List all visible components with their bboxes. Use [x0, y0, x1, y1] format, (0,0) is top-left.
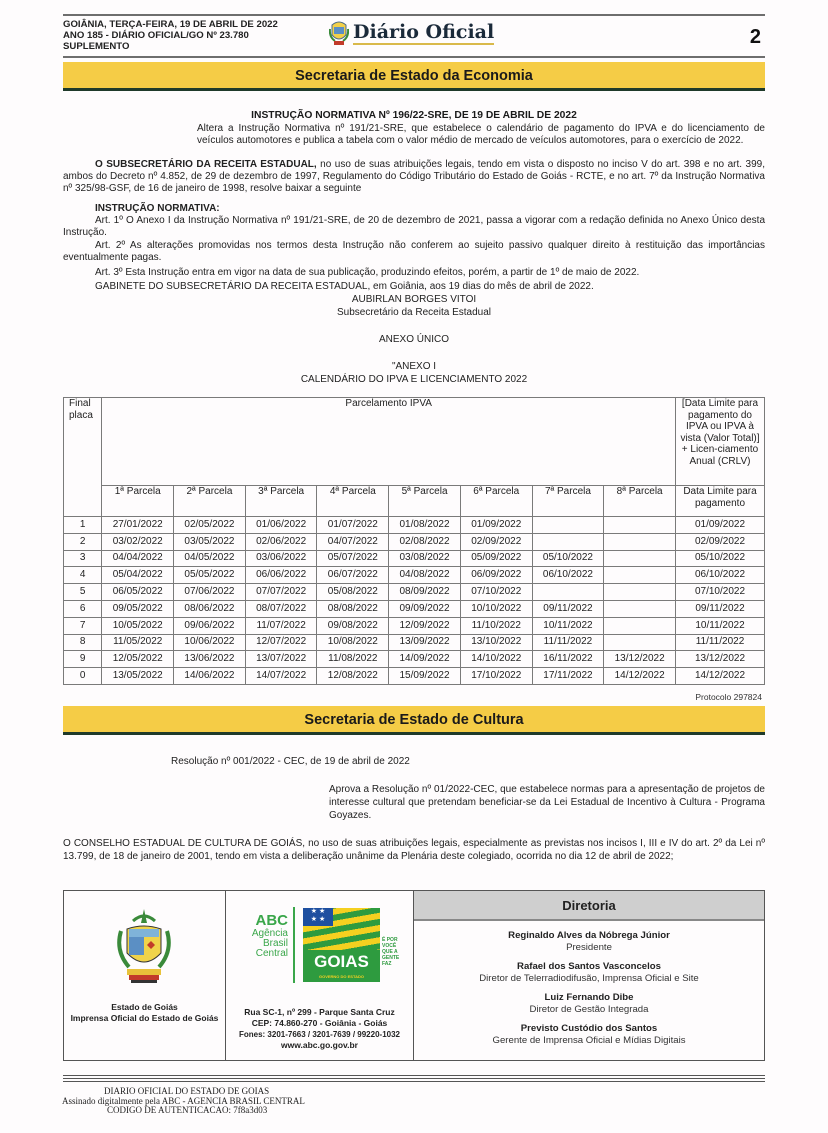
cell-parcela-1: 13/05/2022 [102, 668, 174, 685]
cell-parcela-1: 06/05/2022 [102, 584, 174, 601]
col-parcela-6: 6ª Parcela [460, 486, 532, 517]
signer-name: AUBIRLAN BORGES VITOI [351, 294, 477, 305]
cell-parcela-7 [532, 517, 604, 534]
cell-parcela-6: 10/10/2022 [460, 600, 532, 617]
table-row [64, 550, 765, 567]
header-issue: ANO 185 - DIÁRIO OFICIAL/GO Nº 23.780 [63, 30, 249, 41]
cell-parcela-3: 06/06/2022 [245, 567, 317, 584]
cell-parcela-6: 14/10/2022 [460, 651, 532, 668]
abc-title: ABC [255, 912, 288, 929]
slogan-2: VOCÊ [382, 943, 397, 949]
cell-final-placa: 6 [64, 600, 102, 617]
goias-logo [303, 908, 380, 982]
address-line-2: CEP: 74.860-270 - Goiânia - Goiás [251, 1018, 388, 1028]
cell-parcela-2: 04/05/2022 [174, 550, 246, 567]
goias-word: GOIAS [314, 952, 369, 971]
logo-divider [293, 907, 295, 983]
cell-parcela-3: 02/06/2022 [245, 533, 317, 550]
signature-line-1: DIARIO OFICIAL DO ESTADO DE GOIAS [104, 1086, 270, 1096]
col-data-limite: Data Limite para pagamento [676, 486, 765, 517]
cell-final-placa: 9 [64, 651, 102, 668]
press-name: Imprensa Oficial do Estado de Goiás [70, 1013, 219, 1023]
cell-parcela-7: 11/11/2022 [532, 634, 604, 651]
cell-parcela-3: 01/06/2022 [245, 517, 317, 534]
cell-parcela-8 [604, 634, 676, 651]
cell-parcela-4: 01/07/2022 [317, 517, 389, 534]
preamble-text: no uso de suas atribuições legais, tendo em vista o disposto no inciso V do art. 398 e no art. 399, ambos do Decreto nº 4.852, de 29 de dezembro de 1997, Regulamento do Código Tributário do Estado de Goiás - RCTE, e no art. 7º da Instrução Normativa nº 325/98-GSF, de 16 de janeiro de 1998, resolve baixar a seguinte [63, 159, 765, 194]
cell-final-placa: 4 [64, 567, 102, 584]
col-parcela-7: 7ª Parcela [532, 486, 604, 517]
board-member [414, 930, 764, 953]
cell-parcela-8 [604, 533, 676, 550]
cell-parcela-7: 16/11/2022 [532, 651, 604, 668]
masthead-box [63, 890, 765, 1061]
cell-parcela-4: 08/08/2022 [317, 600, 389, 617]
cell-data-limite: 01/09/2022 [676, 517, 765, 534]
cell-parcela-6: 06/09/2022 [460, 567, 532, 584]
annex-subtitle-2: CALENDÁRIO DO IPVA E LICENCIAMENTO 2022 [300, 374, 528, 385]
annex-title: ANEXO ÚNICO [378, 334, 449, 345]
cell-parcela-5: 02/08/2022 [389, 533, 461, 550]
cell-parcela-3: 11/07/2022 [245, 617, 317, 634]
cell-parcela-8 [604, 600, 676, 617]
digital-signature [62, 1087, 305, 1116]
state-column [64, 891, 226, 1060]
cell-parcela-2: 03/05/2022 [174, 533, 246, 550]
cell-parcela-6: 07/10/2022 [460, 584, 532, 601]
cell-parcela-7: 17/11/2022 [532, 668, 604, 685]
state-caption [64, 1002, 225, 1024]
header-date: GOIÂNIA, TERÇA-FEIRA, 19 DE ABRIL DE 2022 [63, 19, 278, 30]
cell-parcela-6: 13/10/2022 [460, 634, 532, 651]
slogan-5: FAZ [382, 961, 392, 967]
member-name: Rafael dos Santos Vasconcelos [517, 961, 661, 972]
section-bar-cultura: Secretaria de Estado de Cultura [63, 706, 765, 735]
table-row [64, 617, 765, 634]
table-row [64, 517, 765, 534]
header-top-rule [63, 14, 765, 16]
cell-parcela-8 [604, 550, 676, 567]
table-row [64, 634, 765, 651]
cell-parcela-1: 04/04/2022 [102, 550, 174, 567]
cell-parcela-2: 07/06/2022 [174, 584, 246, 601]
cell-parcela-3: 13/07/2022 [245, 651, 317, 668]
cell-parcela-2: 05/05/2022 [174, 567, 246, 584]
cell-parcela-8 [604, 617, 676, 634]
cell-data-limite: 13/12/2022 [676, 651, 765, 668]
cell-parcela-3: 12/07/2022 [245, 634, 317, 651]
cell-parcela-6: 01/09/2022 [460, 517, 532, 534]
cell-parcela-4: 12/08/2022 [317, 668, 389, 685]
cell-parcela-2: 10/06/2022 [174, 634, 246, 651]
cell-parcela-6: 17/10/2022 [460, 668, 532, 685]
cell-parcela-8: 14/12/2022 [604, 668, 676, 685]
coat-of-arms-icon [329, 19, 349, 47]
cell-parcela-3: 08/07/2022 [245, 600, 317, 617]
resolution-preamble: O CONSELHO ESTADUAL DE CULTURA DE GOIÁS, no uso de suas atribuições legais, especialmente as previstas nos incisos I, III e IV do art. 2º da Lei nº 13.799, de 18 de janeiro de 2001, tendo em vista a deliberação unânime da Plenária deste colegiado, ocorrida no dia 12 de abril de 2022; [63, 838, 765, 862]
state-name: Estado de Goiás [111, 1002, 178, 1012]
col-parcela-2: 2ª Parcela [174, 486, 246, 517]
brand-title: Diário Oficial [353, 21, 495, 43]
ipva-table-body [64, 517, 765, 685]
table-row [64, 651, 765, 668]
cell-data-limite: 09/11/2022 [676, 600, 765, 617]
cell-parcela-6: 05/09/2022 [460, 550, 532, 567]
board-member [414, 961, 764, 984]
cell-final-placa: 8 [64, 634, 102, 651]
diario-oficial-logo [329, 18, 494, 48]
cell-parcela-4: 05/08/2022 [317, 584, 389, 601]
cell-parcela-7: 06/10/2022 [532, 567, 604, 584]
cell-parcela-4: 11/08/2022 [317, 651, 389, 668]
slogan-3: QUE A [382, 949, 398, 955]
table-row [64, 584, 765, 601]
cell-parcela-1: 05/04/2022 [102, 567, 174, 584]
table-row [64, 533, 765, 550]
article-1: Art. 1º O Anexo I da Instrução Normativa nº 191/21-SRE, de 20 de dezembro de 2021, passa a vigorar com a redação definida no Anexo Único desta Instrução. [63, 215, 765, 238]
member-name: Previsto Custódio dos Santos [520, 1023, 658, 1034]
cell-parcela-4: 06/07/2022 [317, 567, 389, 584]
cell-parcela-5: 14/09/2022 [389, 651, 461, 668]
col-parcela-4: 4ª Parcela [317, 486, 389, 517]
cell-parcela-5: 01/08/2022 [389, 517, 461, 534]
header-info [63, 19, 278, 52]
col-parcelamento: Parcelamento IPVA [102, 398, 676, 486]
page-number: 2 [749, 26, 761, 48]
cell-parcela-1: 09/05/2022 [102, 600, 174, 617]
signer-role: Subsecretário da Receita Estadual [337, 307, 491, 318]
cell-parcela-8: 13/12/2022 [604, 651, 676, 668]
cell-parcela-2: 09/06/2022 [174, 617, 246, 634]
member-role: Gerente de Imprensa Oficial e Mídias Digitais [492, 1034, 686, 1046]
abc-logo [232, 913, 288, 959]
cell-parcela-6: 11/10/2022 [460, 617, 532, 634]
cell-parcela-1: 12/05/2022 [102, 651, 174, 668]
cell-parcela-3: 14/07/2022 [245, 668, 317, 685]
col-parcela-5: 5ª Parcela [389, 486, 461, 517]
cell-parcela-5: 12/09/2022 [389, 617, 461, 634]
cell-parcela-5: 13/09/2022 [389, 634, 461, 651]
table-row [64, 600, 765, 617]
website-link[interactable]: www.abc.go.gov.br [281, 1040, 358, 1050]
cell-final-placa: 1 [64, 517, 102, 534]
cell-parcela-7 [532, 533, 604, 550]
phone-numbers: Fones: 3201-7663 / 3201-7639 / 99220-1032 [238, 1030, 400, 1039]
section-bar-economia: Secretaria de Estado da Economia [63, 62, 765, 91]
resolution-title: Resolução nº 001/2022 - CEC, de 19 de abril de 2022 [171, 756, 410, 767]
member-name: Luiz Fernando Dibe [544, 992, 634, 1003]
cell-parcela-5: 08/09/2022 [389, 584, 461, 601]
abc-sub-2: Brasil [262, 938, 288, 949]
preamble-authority: O SUBSECRETÁRIO DA RECEITA ESTADUAL, [95, 159, 317, 170]
article-3: Art. 3º Esta Instrução entra em vigor na data de sua publicação, produzindo efeitos, porém, a partir de 1º de maio de 2022. [95, 267, 640, 278]
board-title: Diretoria [414, 891, 764, 921]
annex-subtitle-1: "ANEXO I [391, 361, 437, 372]
cell-parcela-4: 10/08/2022 [317, 634, 389, 651]
cell-parcela-4: 05/07/2022 [317, 550, 389, 567]
signature-line-3: CODIGO DE AUTENTICACAO: 7f8a3d03 [107, 1105, 268, 1116]
cell-final-placa: 0 [64, 668, 102, 685]
cell-parcela-1: 27/01/2022 [102, 517, 174, 534]
cell-parcela-2: 14/06/2022 [174, 668, 246, 685]
member-role: Diretor de Telerradiodifusão, Imprensa Oficial e Site [479, 972, 699, 984]
cell-parcela-4: 04/07/2022 [317, 533, 389, 550]
cell-final-placa: 7 [64, 617, 102, 634]
cell-data-limite: 07/10/2022 [676, 584, 765, 601]
col-data-limite-group: [Data Limite para pagamento do IPVA ou IPVA à vista (Valor Total)] + Licen-ciamento Anual (CRLV) [676, 398, 765, 486]
cell-data-limite: 06/10/2022 [676, 567, 765, 584]
cell-parcela-8 [604, 584, 676, 601]
cell-parcela-2: 13/06/2022 [174, 651, 246, 668]
cell-data-limite: 02/09/2022 [676, 533, 765, 550]
board-member [414, 1023, 764, 1046]
cell-final-placa: 5 [64, 584, 102, 601]
cell-parcela-7: 09/11/2022 [532, 600, 604, 617]
instruction-ementa: Altera a Instrução Normativa nº 191/21-SRE, que estabelece o calendário de pagamento do IPVA e do licenciamento de veículos automotores e publica a tabela com o valor médio de mercado de veículos automotores, para o exercício de 2022. [197, 123, 765, 146]
instruction-heading: INSTRUÇÃO NORMATIVA: [95, 203, 220, 214]
agency-address [226, 1007, 413, 1051]
member-name: Reginaldo Alves da Nóbrega Júnior [508, 930, 670, 941]
abc-sub-1: Agência [251, 928, 288, 939]
resolution-ementa: Aprova a Resolução nº 01/2022-CEC, que estabelece normas para a apresentação de projetos de interesse cultural que pretendam beneficiar-se da Lei Estadual de Incentivo à Cultura - Programa Goyazes. [329, 784, 765, 821]
cell-parcela-2: 02/05/2022 [174, 517, 246, 534]
col-parcela-3: 3ª Parcela [245, 486, 317, 517]
address-line-1: Rua SC-1, nº 299 - Parque Santa Cruz [244, 1007, 395, 1017]
signature-line-2: Assinado digitalmente pela ABC - AGENCIA BRASIL CENTRAL [62, 1095, 305, 1106]
agency-column [226, 891, 414, 1060]
footer-rule-2 [63, 1078, 765, 1079]
goias-stars: ★ ★ ★ ★ [303, 908, 333, 926]
instruction-title: INSTRUÇÃO NORMATIVA Nº 196/22-SRE, DE 19 DE ABRIL DE 2022 [251, 110, 577, 121]
cell-parcela-5: 09/09/2022 [389, 600, 461, 617]
cell-parcela-5: 15/09/2022 [389, 668, 461, 685]
cell-parcela-6: 02/09/2022 [460, 533, 532, 550]
col-parcela-8: 8ª Parcela [604, 486, 676, 517]
cell-data-limite: 14/12/2022 [676, 668, 765, 685]
cell-final-placa: 3 [64, 550, 102, 567]
slogan-1: É POR [382, 937, 398, 943]
gabinete-line: GABINETE DO SUBSECRETÁRIO DA RECEITA ESTADUAL, em Goiânia, aos 19 dias do mês de abril de 2022. [95, 281, 594, 292]
cell-data-limite: 11/11/2022 [676, 634, 765, 651]
ipva-calendar-table [63, 397, 765, 685]
cell-data-limite: 10/11/2022 [676, 617, 765, 634]
article-2: Art. 2º As alterações promovidas nos termos desta Instrução não conferem ao sujeito passivo qualquer direito à restituição das importâncias eventualmente pagas. [63, 240, 765, 263]
cell-parcela-8 [604, 517, 676, 534]
member-role: Presidente [566, 941, 612, 953]
cell-parcela-1: 10/05/2022 [102, 617, 174, 634]
board-column [414, 891, 764, 1060]
slogan-4: GENTE [382, 955, 400, 961]
footer-rule-3 [63, 1081, 765, 1082]
cell-parcela-1: 11/05/2022 [102, 634, 174, 651]
goias-gov: GOVERNO DO ESTADO [318, 974, 365, 979]
protocol-number: Protocolo 297824 [695, 692, 762, 702]
board-member [414, 992, 764, 1015]
col-final-placa: Final placa [64, 398, 102, 517]
cell-data-limite: 05/10/2022 [676, 550, 765, 567]
col-parcela-1: 1ª Parcela [102, 486, 174, 517]
header-bottom-rule [63, 56, 765, 58]
cell-final-placa: 2 [64, 533, 102, 550]
instruction-preamble [63, 159, 765, 194]
header-supplement: SUPLEMENTO [63, 41, 130, 52]
abc-sub-3: Central [255, 948, 288, 959]
cell-parcela-7 [532, 584, 604, 601]
cell-parcela-8 [604, 567, 676, 584]
cell-parcela-1: 03/02/2022 [102, 533, 174, 550]
table-row [64, 567, 765, 584]
cell-parcela-7: 05/10/2022 [532, 550, 604, 567]
cell-parcela-5: 03/08/2022 [389, 550, 461, 567]
table-row [64, 668, 765, 685]
cell-parcela-4: 09/08/2022 [317, 617, 389, 634]
goias-slogan [382, 937, 399, 967]
state-coat-of-arms-icon [113, 905, 175, 989]
footer-rule-1 [63, 1075, 765, 1076]
cell-parcela-3: 07/07/2022 [245, 584, 317, 601]
cell-parcela-2: 08/06/2022 [174, 600, 246, 617]
member-role: Diretor de Gestão Integrada [529, 1003, 649, 1015]
cell-parcela-7: 10/11/2022 [532, 617, 604, 634]
cell-parcela-5: 04/08/2022 [389, 567, 461, 584]
cell-parcela-3: 03/06/2022 [245, 550, 317, 567]
